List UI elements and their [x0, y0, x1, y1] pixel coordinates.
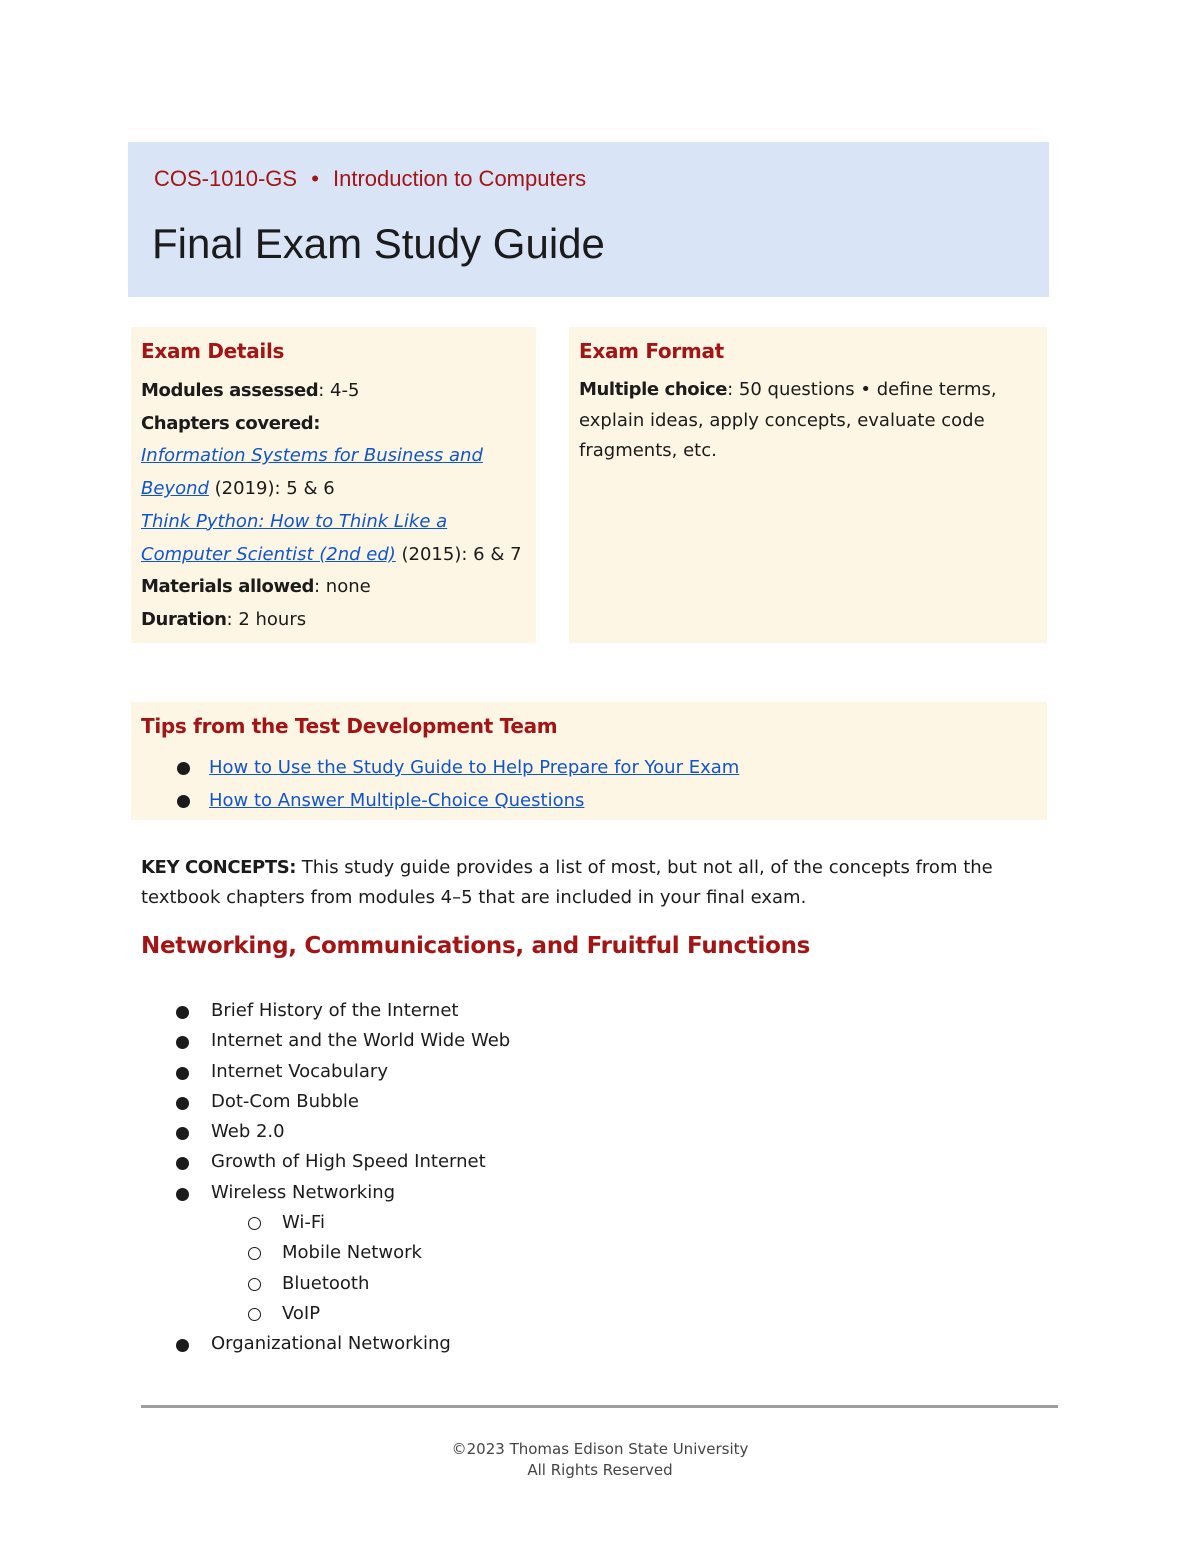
exam-details-box [131, 327, 536, 643]
book1-line2 [141, 473, 522, 506]
bullet-icon [177, 795, 190, 808]
sub-list-item [172, 1208, 510, 1238]
hollow-bullet-icon [248, 1247, 261, 1260]
multiple-choice-label: Multiple choice [579, 379, 728, 400]
course-line [154, 166, 586, 192]
sub-list-item [172, 1269, 510, 1299]
bullet-icon [176, 1339, 189, 1352]
bullet-icon [176, 1006, 189, 1019]
key-concepts-label: KEY CONCEPTS: [141, 857, 297, 878]
materials-value: : none [314, 576, 371, 598]
tips-list [173, 752, 739, 817]
tips-list-item [173, 785, 739, 818]
section-heading: Networking, Communications, and Fruitful Functions [141, 933, 811, 959]
book2-chapters: (2015): 6 & 7 [395, 543, 522, 565]
study-guide-help-link[interactable]: How to Use the Study Guide to Help Prepare for Your Exam [209, 757, 740, 778]
modules-value: : 4-5 [318, 380, 360, 401]
subtopic-label: Wi-Fi [282, 1212, 325, 1234]
list-item [172, 1147, 510, 1177]
key-concepts-paragraph [141, 853, 1041, 913]
duration-line [141, 604, 522, 637]
footer-rights: All Rights Reserved [527, 1461, 673, 1479]
tips-list-item [173, 752, 739, 785]
list-item [172, 1117, 510, 1147]
list-item [172, 1057, 510, 1087]
chapters-line [141, 408, 522, 441]
multiple-choice-help-link[interactable]: How to Answer Multiple-Choice Questions [209, 789, 585, 811]
footer-copyright: ©2023 Thomas Edison State University [451, 1440, 749, 1458]
hollow-bullet-icon [248, 1308, 261, 1321]
book1-chapters: (2019): 5 & 6 [208, 478, 335, 500]
bullet-icon [176, 1036, 189, 1049]
duration-label: Duration [141, 608, 227, 630]
book1-link-part2[interactable]: Beyond [141, 478, 209, 500]
list-item [172, 1087, 510, 1117]
bullet-icon [176, 1127, 189, 1140]
exam-details-heading: Exam Details [141, 339, 285, 363]
bullet-icon [176, 1188, 189, 1201]
book1-link-part1[interactable]: Information Systems for Business and [141, 445, 483, 467]
topic-label: Internet Vocabulary [211, 1060, 388, 1082]
course-separator: • [311, 166, 319, 191]
tips-heading: Tips from the Test Development Team [141, 714, 558, 738]
book2-line1 [141, 506, 522, 539]
modules-label: Modules assessed [141, 380, 319, 401]
footer-divider [141, 1405, 1058, 1408]
bullet-icon [176, 1067, 189, 1080]
topic-label: Dot-Com Bubble [211, 1090, 359, 1112]
exam-details-body [141, 375, 522, 637]
bullet-icon [176, 1097, 189, 1110]
list-item [172, 1178, 510, 1208]
topic-list [172, 996, 510, 1360]
list-item [172, 1329, 510, 1359]
book2-link-part1[interactable]: Think Python: How to Think Like a [141, 510, 448, 532]
subtopic-label: Bluetooth [282, 1272, 370, 1294]
materials-line [141, 571, 522, 604]
book2-line2 [141, 539, 522, 572]
sub-list-item [172, 1299, 510, 1329]
book2-link-part2[interactable]: Computer Scientist (2nd ed) [141, 543, 396, 565]
key-concepts-text: This study guide provides a list of most, but not all, of the concepts from the textbook chapters from modules 4–5 that are included in your final exam. [141, 857, 993, 908]
materials-label: Materials allowed [141, 576, 314, 598]
topic-label: Organizational Networking [211, 1333, 451, 1355]
exam-format-body [579, 375, 1019, 467]
book1-line1 [141, 440, 522, 473]
subtopic-label: Mobile Network [282, 1242, 422, 1264]
bullet-icon [176, 1157, 189, 1170]
list-item [172, 1026, 510, 1056]
exam-format-heading: Exam Format [579, 339, 724, 363]
sub-list-item [172, 1238, 510, 1268]
multiple-choice-text: : 50 questions • define terms, explain ideas, apply concepts, evaluate code fragments, etc. [579, 379, 997, 461]
subtopic-label: VoIP [282, 1302, 321, 1324]
hollow-bullet-icon [248, 1278, 261, 1291]
hollow-bullet-icon [248, 1217, 261, 1230]
tips-box [131, 702, 1047, 820]
page-title: Final Exam Study Guide [152, 220, 605, 267]
topic-label: Internet and the World Wide Web [211, 1030, 511, 1052]
topic-label: Web 2.0 [211, 1121, 285, 1143]
modules-line [141, 375, 522, 408]
list-item [172, 996, 510, 1026]
course-code: COS-1010-GS [154, 166, 298, 191]
topic-label: Wireless Networking [211, 1181, 396, 1203]
bullet-icon [177, 762, 190, 775]
duration-value: : 2 hours [226, 608, 307, 630]
topic-label: Growth of High Speed Internet [211, 1151, 486, 1173]
header-band [128, 142, 1049, 297]
topic-label: Brief History of the Internet [211, 1000, 459, 1021]
exam-format-box [569, 327, 1047, 643]
course-name: Introduction to Computers [333, 166, 587, 191]
chapters-label: Chapters covered: [141, 412, 321, 434]
